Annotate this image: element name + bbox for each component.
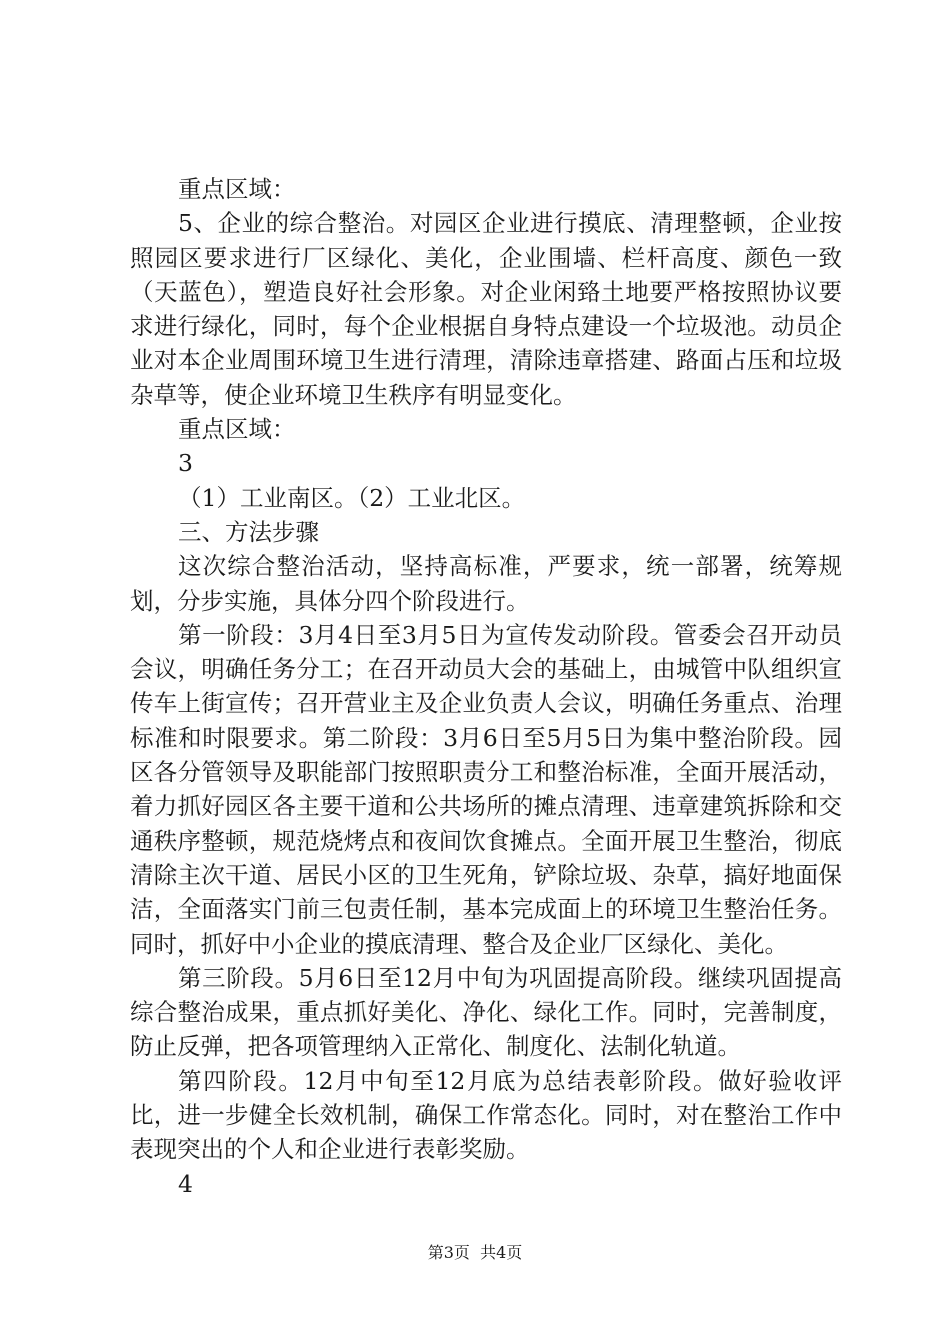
section-heading-methods: 三、方法步骤	[178, 517, 319, 546]
paragraph-phase-one-two: 第一阶段：3月4日至3月5日为宣传发动阶段。管委会召开动员会议，明确任务分工；在召开动员大会的基础上，由城管中队组织宣传车上街宣传；召开营业主及企业负责人会议，明确任务重点、治理标准和时限要求。第二阶段：3月6日至5月5日为集中整治阶段。园区各分管领导及职能部门按照职责分工和整治标准，全面开展活动，着力抓好园区各主要干道和公共场所的摊点清理、违章建筑拆除和交通秩序整顿，规范烧烤点和夜间饮食摊点。全面开展卫生整治，彻底清除主次干道、居民小区的卫生死角，铲除垃圾、杂草，搞好地面保洁，全面落实门前三包责任制，基本完成面上的环境卫生整治任务。同时，抓好中小企业的摸底清理、整合及企业厂区绿化、美化。	[130, 620, 842, 958]
section-heading-key-areas-2: 重点区域：	[178, 415, 296, 444]
section-heading-key-areas: 重点区域：	[178, 175, 296, 203]
document-body	[130, 172, 842, 1201]
paragraph-phase-four: 第四阶段。12月中旬至12月底为总结表彰阶段。做好验收评比，进一步健全长效机制，确保工作常态化。同时，对在整治工作中表现突出的个人和企业进行表彰奖励。	[130, 1066, 842, 1164]
footer-page-label: 第3页	[427, 1243, 470, 1262]
footer-total-label: 共4页	[480, 1243, 523, 1262]
key-area-list: （1）工业南区。（2）工业北区。	[178, 483, 526, 512]
paragraph-enterprise-rectification: 5、企业的综合整治。对园区企业进行摸底、清理整顿，企业按照园区要求进行厂区绿化、美化，企业围墙、栏杆高度、颜色一致（天蓝色），塑造良好社会形象。对企业闲臵土地要严格按照协议要求进行绿化，同时，每个企业根据自身特点建设一个垃圾池。动员企业对本企业周围环境卫生进行清理，清除违章搭建、路面占压和垃圾杂草等，使企业环境卫生秩序有明显变化。	[130, 209, 842, 409]
page-number-marker-2: 4	[178, 1169, 193, 1198]
page-number-marker: 3	[178, 449, 193, 478]
paragraph-overview: 这次综合整治活动，坚持高标准，严要求，统一部署，统筹规划，分步实施，具体分四个阶段进行。	[130, 552, 842, 615]
page-footer	[0, 1243, 950, 1263]
paragraph-phase-three: 第三阶段。5月6日至12月中旬为巩固提高阶段。继续巩固提高综合整治成果，重点抓好美化、净化、绿化工作。同时，完善制度，防止反弹，把各项管理纳入正常化、制度化、法制化轨道。	[130, 963, 842, 1061]
